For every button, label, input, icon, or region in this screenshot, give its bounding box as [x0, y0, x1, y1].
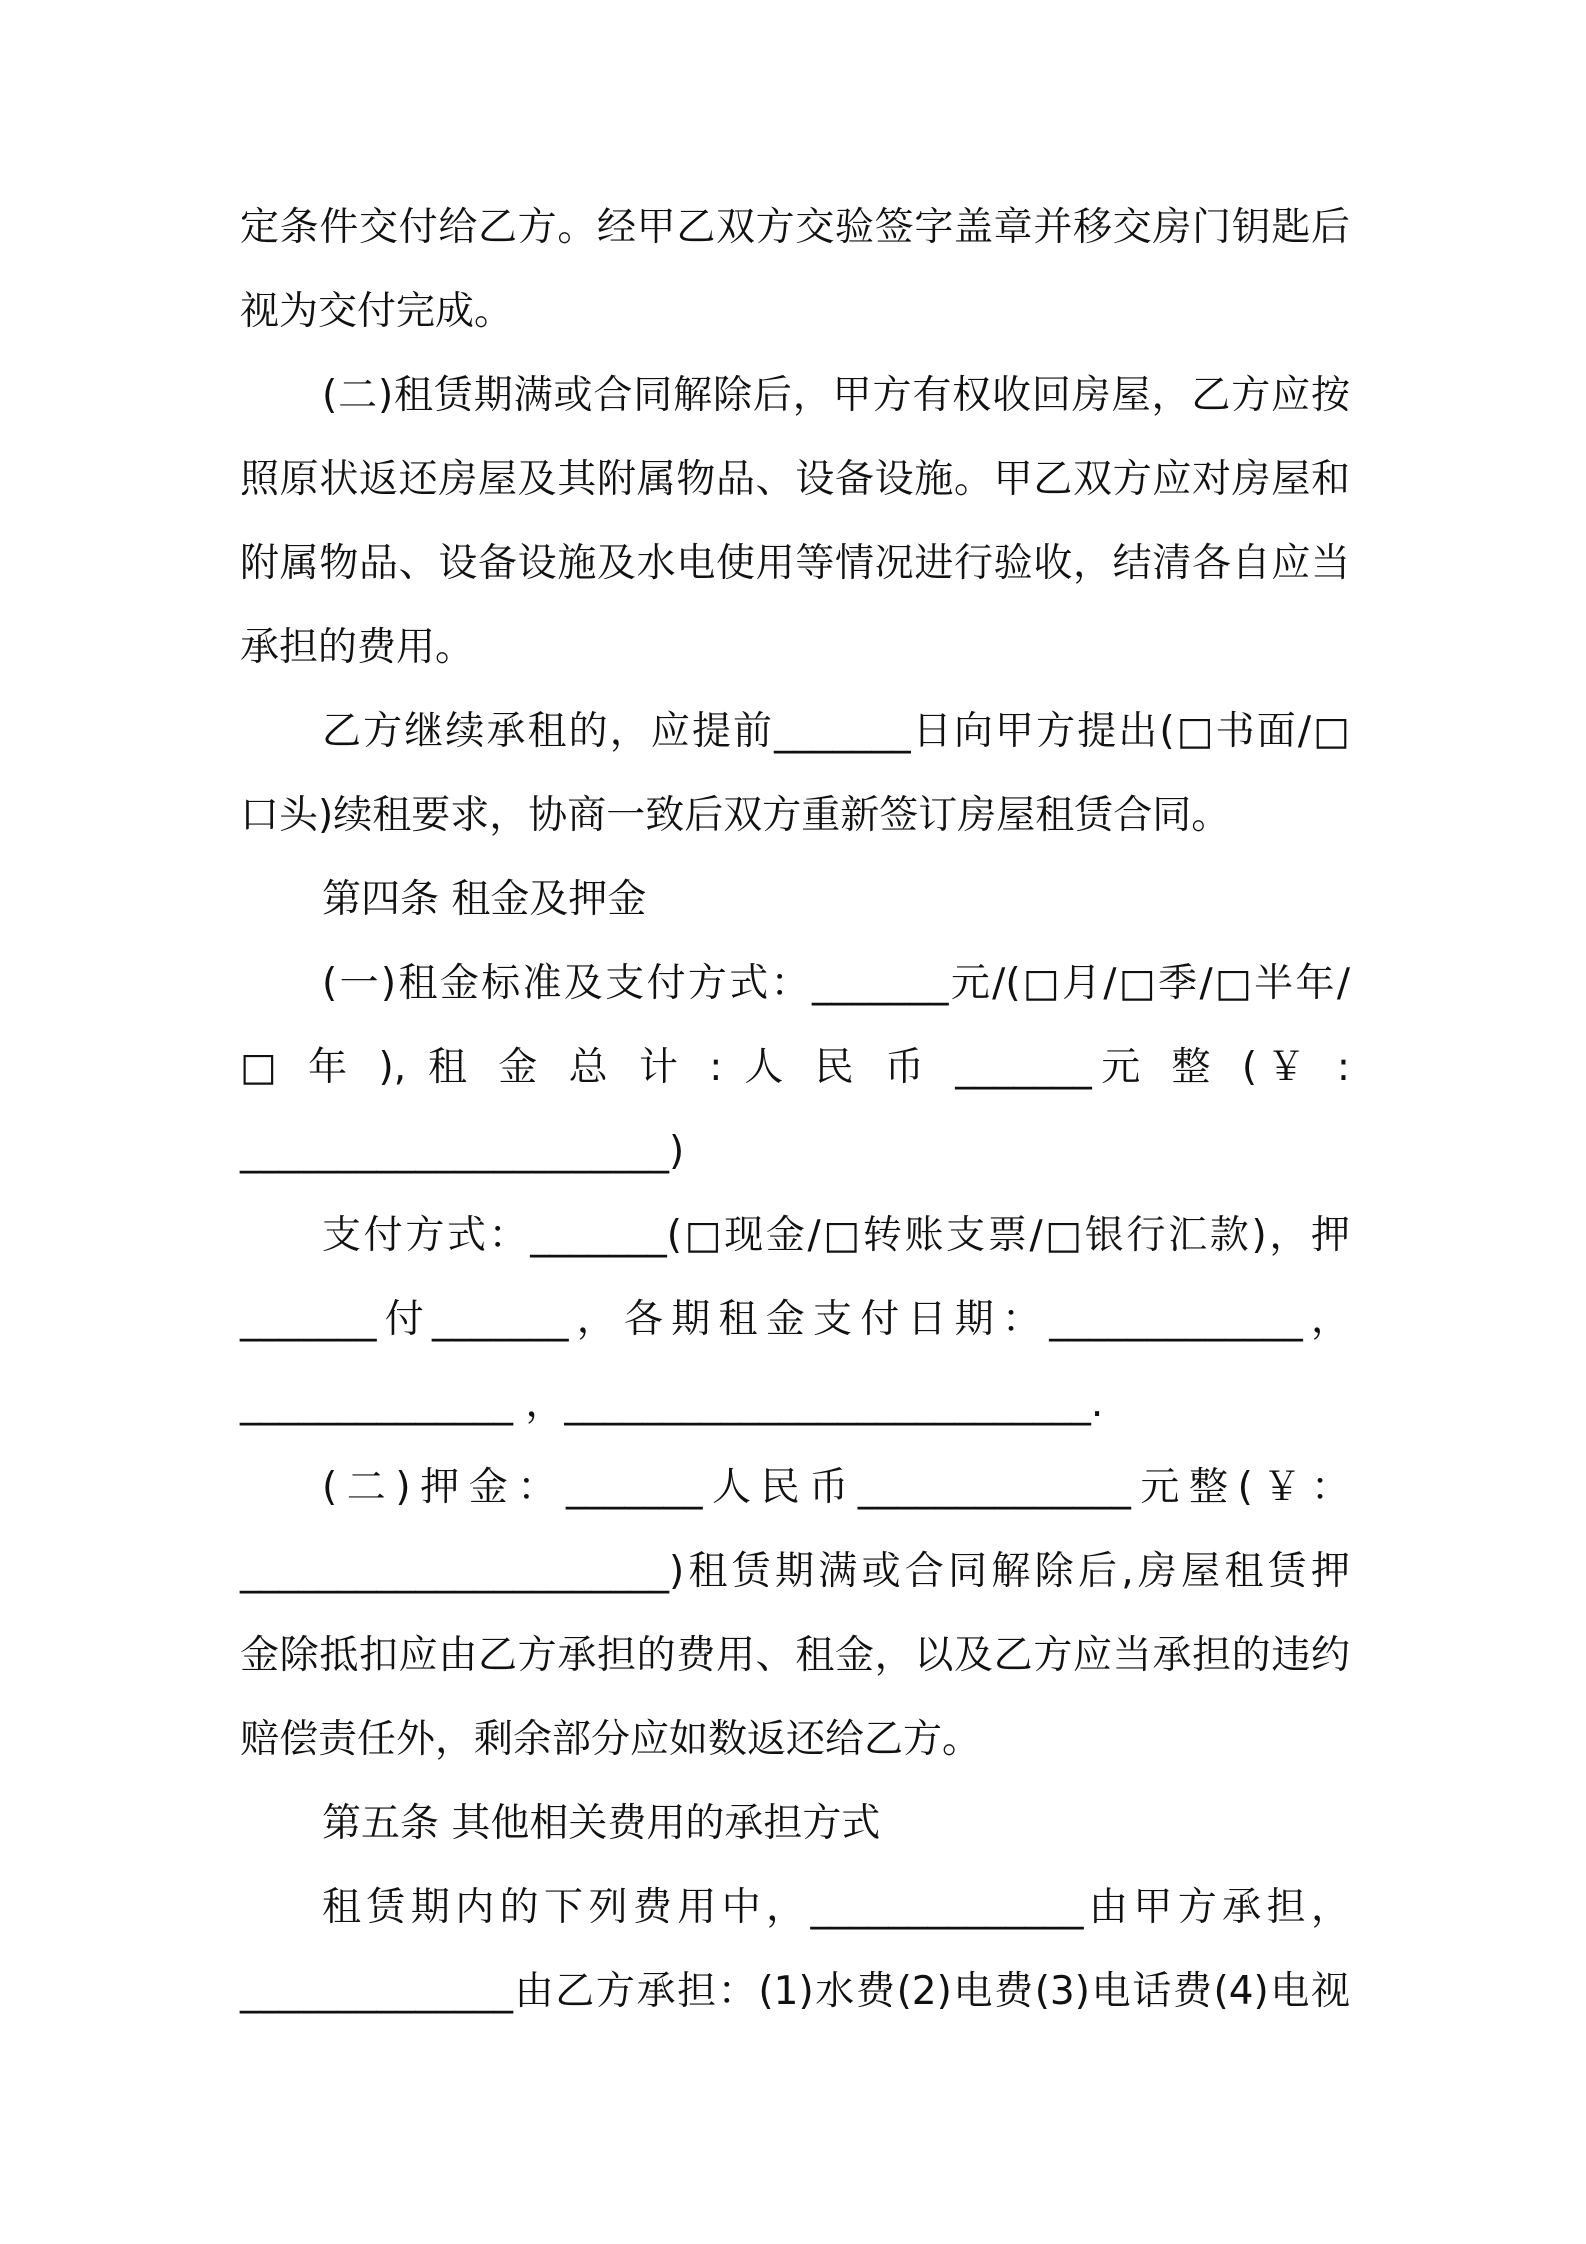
text-line: (二)押金：_______人民币______________元整(￥： — [322, 1465, 1350, 1510]
section-heading: 第五条 其他相关费用的承担方式 — [322, 1801, 881, 1846]
text-line: 支付方式：_______(□现金/□转账支票/□银行汇款)，押 — [322, 1213, 1350, 1258]
text-line: 承担的费用。 — [240, 625, 475, 670]
section-heading: 第四条 租金及押金 — [322, 877, 647, 922]
text-line: 照原状返还房屋及其附属物品、设备设施。甲乙双方应对房屋和 — [240, 457, 1350, 502]
text-line: 口头)续租要求，协商一致后双方重新签订房屋租赁合同。 — [240, 793, 1231, 838]
text-line: 定条件交付给乙方。经甲乙双方交验签字盖章并移交房门钥匙后 — [240, 205, 1350, 250]
text-line: 乙方继续承租的，应提前_______日向甲方提出(□书面/□ — [322, 709, 1350, 754]
text-line: _______付_______，各期租金支付日期：_____________， — [240, 1297, 1350, 1342]
text-line: 赔偿责任外，剩余部分应如数返还给乙方。 — [240, 1717, 982, 1762]
text-line: 租赁期内的下列费用中，______________由甲方承担， — [322, 1885, 1350, 1930]
text-line: ______________________)租赁期满或合同解除后,房屋租赁押 — [240, 1549, 1350, 1594]
text-line: ______________________) — [240, 1129, 685, 1174]
text-line: ______________由乙方承担：(1)水费(2)电费(3)电话费(4)电视 — [240, 1969, 1350, 2014]
text-line: 金除抵扣应由乙方承担的费用、租金，以及乙方应当承担的违约 — [240, 1633, 1350, 1678]
text-line: 视为交付完成。 — [240, 289, 514, 334]
text-line: ______________ ，___________________________. — [240, 1381, 1104, 1426]
text-line: 附属物品、设备设施及水电使用等情况进行验收，结清各自应当 — [240, 541, 1350, 586]
text-line: (一)租金标准及支付方式：_______元/(□月/□季/□半年/ — [322, 961, 1350, 1006]
text-line: (二)租赁期满或合同解除后，甲方有权收回房屋，乙方应按 — [322, 373, 1350, 418]
text-line: □ 年 ), 租 金 总 计 : 人 民 币 _______元 整 (￥ : — [240, 1045, 1350, 1090]
